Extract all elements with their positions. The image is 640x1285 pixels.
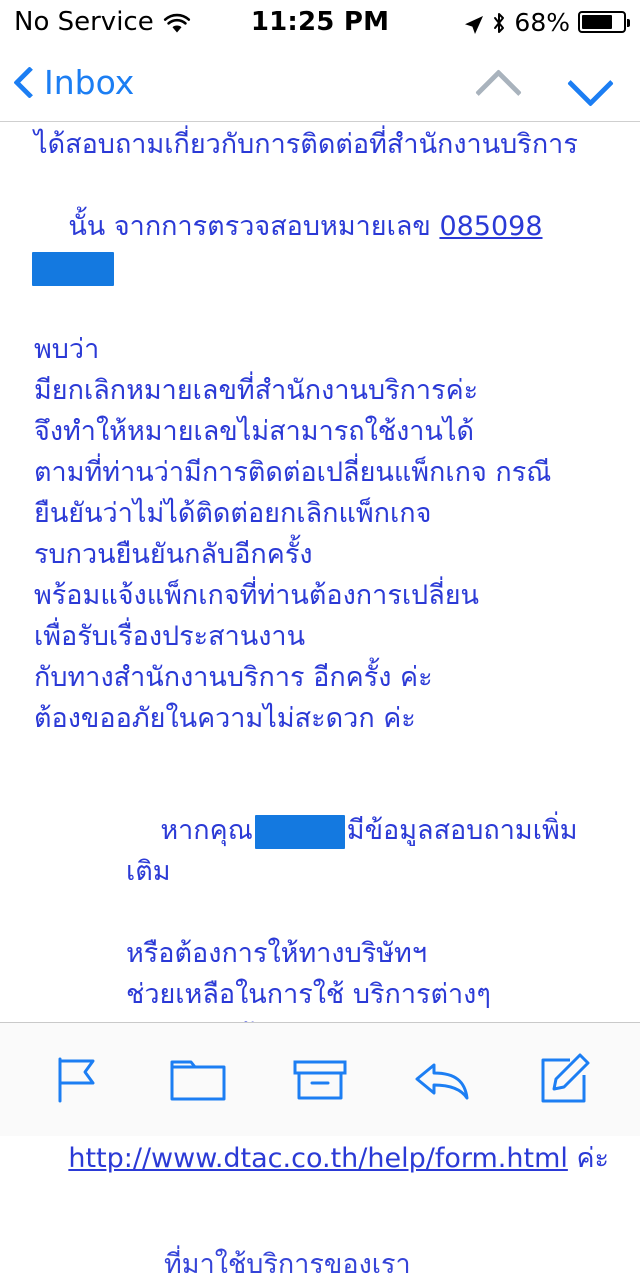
message-line: ได้สอบถามเกี่ยวกับการติดต่อที่สำนักงานบริการ	[34, 129, 578, 160]
archive-button[interactable]	[283, 1047, 357, 1113]
status-bar-left	[14, 7, 320, 37]
message-line: เพื่อรับเรื่องประสานงาน	[34, 621, 306, 652]
message-line: หรือต้องการให้ทางบริษัทฯ	[126, 938, 427, 969]
back-to-inbox-button[interactable]	[14, 63, 134, 102]
message-line: ช่วยเหลือในการใช้ บริการต่างๆ	[126, 979, 491, 1010]
link-suffix: ค่ะ	[567, 1143, 610, 1174]
compose-button[interactable]	[528, 1047, 602, 1113]
clock-label: 11:25 PM	[250, 7, 390, 37]
battery-icon	[578, 11, 626, 33]
folder-icon	[169, 1055, 227, 1105]
status-bar	[0, 0, 640, 44]
paragraph-spacer	[34, 739, 620, 769]
message-line: ต้องขออภัยในความไม่สะดวก ค่ะ	[34, 703, 416, 734]
status-bar-right	[320, 8, 626, 37]
help-form-link[interactable]: http://www.dtac.co.th/help/form.html	[68, 1143, 568, 1174]
flag-icon	[48, 1053, 102, 1107]
message-line: ตามที่ท่านว่ามีการติดต่อเปลี่ยนแพ็กเกจ กรณี	[34, 457, 552, 488]
message-line: พบว่า	[34, 334, 100, 365]
message-line-phone	[34, 165, 620, 329]
message-line-greeting	[34, 769, 620, 933]
message-line: กับทางสำนักงานบริการ อีกครั้ง ค่ะ	[34, 662, 433, 693]
move-button[interactable]	[161, 1047, 235, 1113]
bluetooth-icon	[492, 11, 506, 33]
redaction-block-phone	[32, 252, 114, 286]
carrier-label: No Service	[14, 7, 154, 37]
compose-pencil-icon	[538, 1053, 592, 1107]
message-line: พร้อมแจ้งแพ็กเกจที่ท่านต้องการเปลี่ยน	[34, 580, 480, 611]
chevron-left-icon	[14, 66, 34, 100]
chevron-down-icon[interactable]	[566, 68, 612, 98]
email-message-body[interactable]	[0, 122, 640, 1280]
greeting-suffix: มีข้อมูลสอบถามเพิ่มเติม	[126, 815, 578, 887]
navigation-bar	[0, 44, 640, 122]
back-button-label: Inbox	[44, 63, 135, 102]
reply-arrow-icon	[412, 1056, 472, 1104]
message-line: ยืนยันว่าไม่ได้ติดต่อยกเลิกแพ็กเกจ	[34, 498, 432, 529]
message-line-partial: ที่มาใช้บริการของเรา	[164, 1249, 411, 1280]
location-arrow-icon	[464, 12, 484, 32]
flag-button[interactable]	[38, 1047, 112, 1113]
phone-number-visible: 085098	[439, 211, 543, 242]
greeting-prefix: หากคุณ	[160, 815, 253, 846]
message-line: จึงทำให้หมายเลขไม่สามารถใช้งานได้	[34, 416, 475, 447]
wifi-icon	[164, 12, 190, 32]
redaction-block-name	[255, 815, 345, 849]
reply-button[interactable]	[405, 1047, 479, 1113]
battery-percent-label: 68%	[514, 7, 570, 37]
chevron-up-icon[interactable]	[474, 68, 520, 98]
message-line: รบกวนยืนยันกลับอีกครั้ง	[34, 539, 313, 570]
message-navigation-arrows	[474, 68, 612, 98]
archive-box-icon	[292, 1056, 348, 1104]
phone-line-prefix: นั้น จากการตรวจสอบหมายเลข	[68, 211, 440, 242]
message-line: มียกเลิกหมายเลขที่สำนักงานบริการค่ะ	[34, 375, 479, 406]
mail-toolbar	[0, 1022, 640, 1136]
